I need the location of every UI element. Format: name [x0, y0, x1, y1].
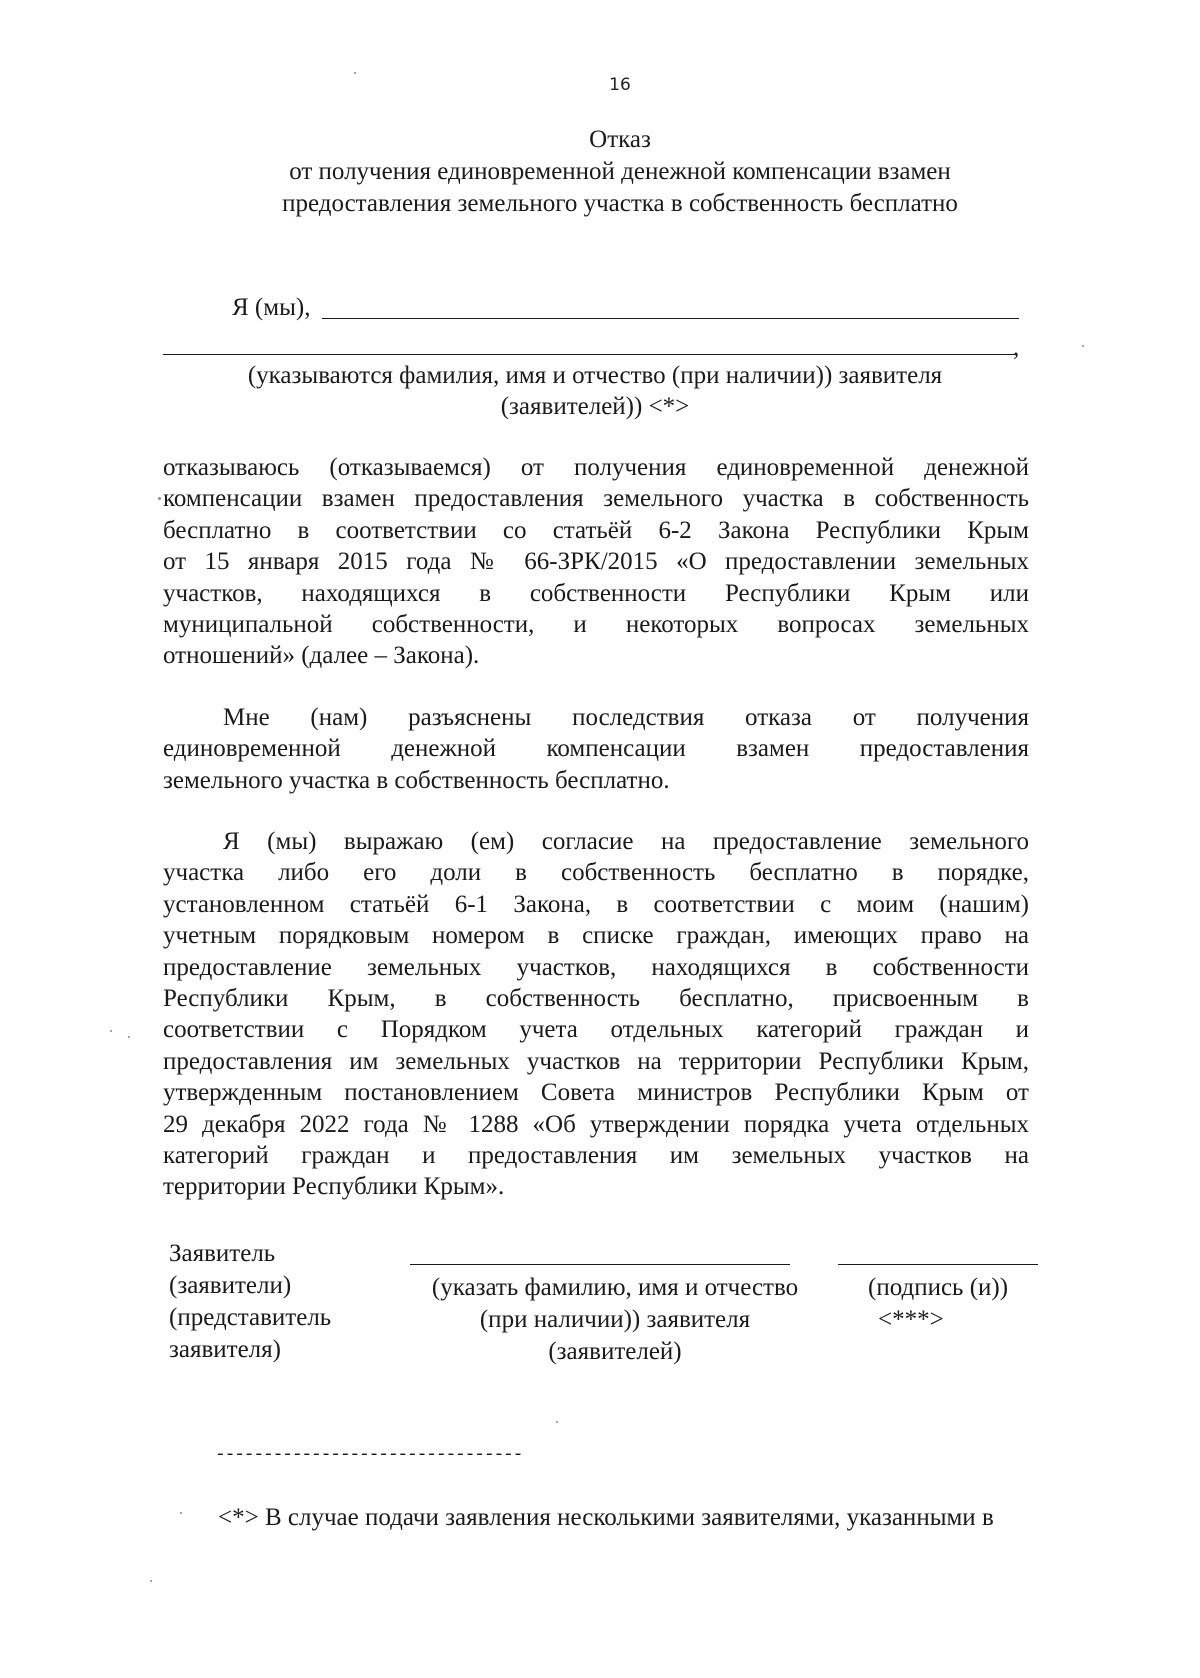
text-line: категорий граждан и предоставления им земельных участков на	[163, 1142, 1029, 1170]
consequences-paragraph	[163, 702, 1029, 796]
text-line: компенсации взамен предоставления земельного участка в собственность	[163, 485, 1029, 513]
caption-line: (заявителей)) <*>	[500, 393, 690, 420]
page-number: 16	[609, 75, 631, 95]
name-caption-line: (при наличии)) заявителя	[479, 1306, 751, 1333]
scan-speck	[110, 1030, 112, 1032]
text-line: Мне (нам) разъяснены последствия отказа от получения	[223, 704, 1029, 731]
name-blank-line	[410, 1264, 790, 1265]
text-line: отказываюсь (отказываемся) от получения единовременной денежной	[163, 454, 1029, 481]
signature-blank-line	[838, 1264, 1038, 1265]
text-line: утвержденным постановлением Совета министров Республики Крым от	[163, 1079, 1029, 1107]
text-line: участков, находящихся в собственности Республики Крым или	[163, 579, 1029, 607]
signature-footnote-mark: <***>	[878, 1306, 944, 1333]
scan-speck	[158, 497, 161, 500]
text-line: отношений» (далее – Закона).	[163, 642, 480, 670]
footnote-separator: --------------------------------	[215, 1445, 523, 1465]
text-line: учетным порядковым номером в списке граждан, имеющих право на	[163, 922, 1029, 950]
text-line: предоставление земельных участков, находящихся в собственности	[163, 953, 1029, 981]
applicant-name-blank-line	[163, 354, 1016, 355]
text-line: муниципальной собственности, и некоторых вопросах земельных	[163, 611, 1029, 639]
signature-field-caption	[868, 1272, 1008, 1336]
signatory-label-line: (заявители)	[169, 1272, 292, 1299]
scan-speck	[180, 1512, 182, 1514]
refusal-paragraph	[163, 452, 1029, 672]
trailing-comma: ,	[1013, 334, 1020, 361]
text-line: территории Республики Крым».	[163, 1173, 505, 1201]
text-line: установленном статьёй 6-1 Закона, в соответствии с моим (нашим)	[163, 890, 1029, 918]
title-line: от получения единовременной денежной компенсации взамен	[289, 158, 951, 185]
applicant-name-blank-line	[322, 318, 1019, 319]
footnote-text: <*> В случае подачи заявления несколькими заявителями, указанными в	[218, 1504, 994, 1531]
text-line: Республики Крым, в собственность бесплатно, присвоенным в	[163, 985, 1029, 1013]
name-caption-line: (заявителей)	[548, 1338, 682, 1365]
caption-line: (указываются фамилия, имя и отчество (при наличии)) заявителя	[247, 362, 943, 389]
signatory-label-line: Заявитель	[169, 1240, 276, 1267]
document-title	[0, 124, 1200, 220]
text-line: соответствии с Порядком учета отдельных категорий граждан и	[163, 1016, 1029, 1044]
name-caption-line: (указать фамилию, имя и отчество	[431, 1274, 799, 1301]
text-line: предоставления им земельных участков на территории Республики Крым,	[163, 1047, 1029, 1075]
signatory-label-line: заявителя)	[169, 1336, 281, 1363]
scan-speck	[556, 1421, 558, 1423]
applicant-label: Я (мы),	[232, 294, 311, 321]
consent-paragraph	[163, 826, 1029, 1203]
text-line: единовременной денежной компенсации взамен предоставления	[163, 735, 1029, 763]
title-line: Отказ	[589, 126, 651, 153]
text-line: 29 декабря 2022 года № 1288 «Об утверждении порядка учета отдельных	[163, 1110, 1029, 1138]
text-line: от 15 января 2015 года № 66-ЗРК/2015 «О предоставлении земельных	[163, 548, 1029, 576]
signature-caption-line: (подпись (и))	[868, 1274, 1009, 1301]
scan-speck	[150, 1580, 152, 1582]
scan-speck	[128, 1036, 130, 1038]
text-line: бесплатно в соответствии со статьёй 6-2 Закона Республики Крым	[163, 516, 1029, 544]
applicant-caption	[160, 360, 1030, 422]
signatory-label	[169, 1238, 331, 1366]
signatory-label-line: (представитель	[169, 1304, 332, 1331]
text-line: Я (мы) выражаю (ем) согласие на предоставление земельного	[223, 828, 1029, 855]
title-line: предоставления земельного участка в собственность бесплатно	[282, 190, 958, 217]
text-line: земельного участка в собственность бесплатно.	[163, 766, 670, 794]
scan-speck	[354, 72, 356, 74]
scan-speck	[1082, 345, 1084, 347]
name-field-caption	[405, 1272, 825, 1368]
text-line: участка либо его доли в собственность бесплатно в порядке,	[163, 859, 1029, 887]
